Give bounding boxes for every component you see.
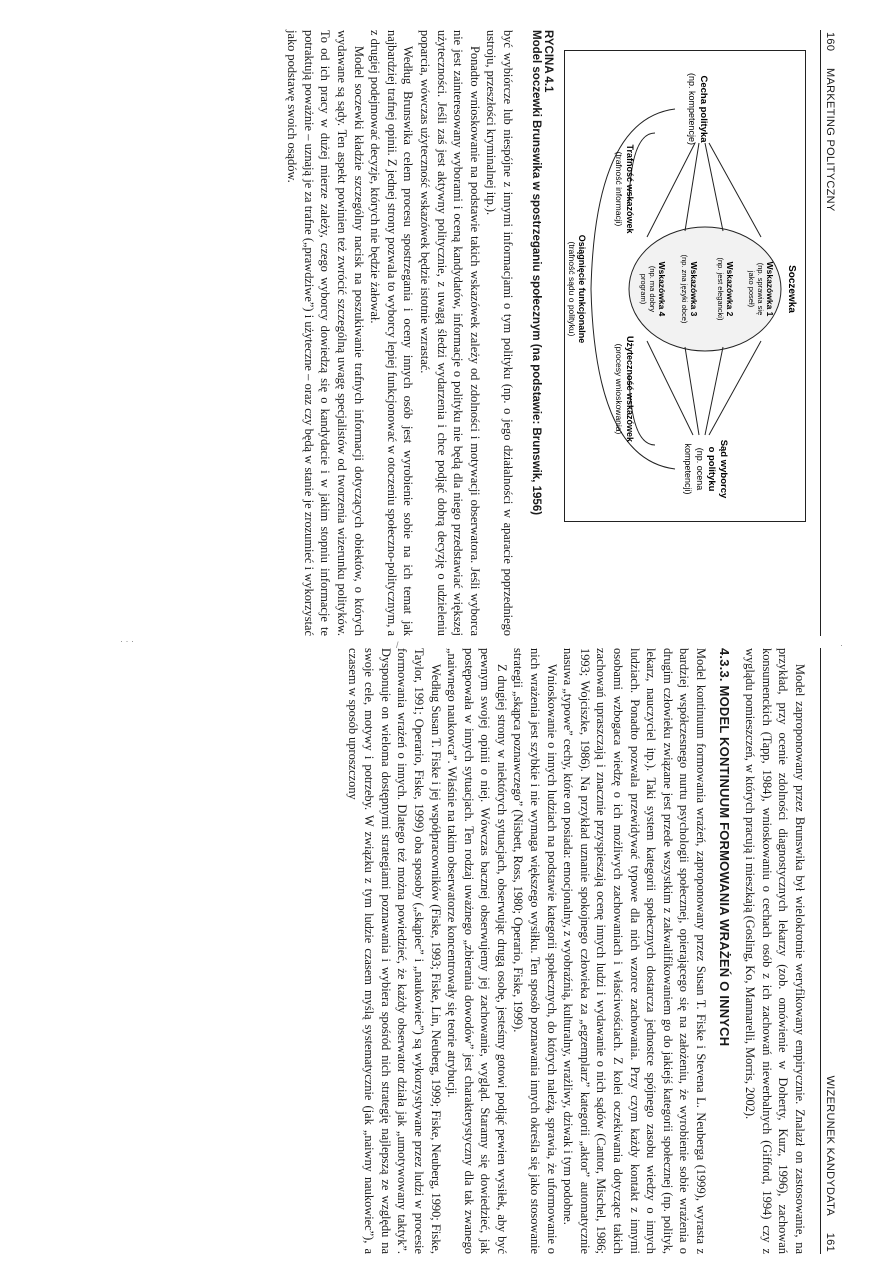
page-number: 161 <box>824 1232 836 1252</box>
paragraph: być wybiórcze lub niespójne z innymi informacjami o tym polityku (np. o jego działalności w aparacie poprzedniego ustroju, przeszłości kryminalnej itp.). <box>484 30 515 636</box>
right-node-label-line: kompetencji) <box>683 443 693 495</box>
cue-label-line: (np. ma dobry <box>648 265 657 313</box>
left-node-sublabel: (np. kompetencje) <box>687 72 697 146</box>
paragraph: Wnioskowanie o innych ludziach na podstawie kategorii społecznych, do których należą, sprawia, że uformowanie o nich wrażenia jest szybkie i nie wymaga większego wysiłku. Ten sposób poznawania innych określa się jako stosowanie strategii „skąpca poznawczego” (Nisbett, Ross, 1980; Operario, Fiske, 1999). <box>511 648 559 1254</box>
running-head-title: MARKETING POLITYCZNY <box>824 68 836 212</box>
cue-label-line: Wskazówka 2 <box>725 261 735 317</box>
cue-label-line: program) <box>639 273 648 305</box>
cue-label-line: Wskazówka 4 <box>657 261 667 317</box>
paragraph: Ponadto wnioskowanie na podstawie takich wskazówek zależy od zdolności i motywacji obserwatora. Jeśli wyborca nie jest zainteresowany wyborami i oceną kandydatów, informacje o polityku nie będą dla niego przedstawiać większej użyteczności. Jeśli zaś jest aktywny politycznie, z uwagą śledzi wydarzenia i chce podjąć dobrą decyzję o udzieleniu poparcia, wówczas użyteczność wskazówek będzie istotnie wzrastać. <box>418 30 482 636</box>
page-number: 160 <box>824 32 836 52</box>
scan-speck: · <box>840 640 843 650</box>
paragraph: Z drugiej strony w niektórych sytuacjach, obserwując drugą osobę, jesteśmy gotowi podjąć pewien wysiłek, aby być pewnym swojej opinii o niej. Wówczas bacznej obserwujemy jej zachowanie, wygląd. Staramy się dowiedzieć, jak postępowała w innych sytuacjach. Ten rodzaj uważnego „zbierania dowodów” jest charakterystyczny dla tak zwanego „naiwnego naukowca”. Właśnie na takim obserwatorze koncentrowały się teorie atrybucji. <box>445 648 509 1254</box>
running-head-title: WIZERUNEK KANDYDATA <box>824 1075 836 1216</box>
paragraph: Model zaproponowany przez Brunswika był wielokrotnie weryfikowany empirycznie. Znalazł on zastosowanie, na przykład, przy ocenie zdolności diagnostycznych lekarzy (zob. omówienie w Doherty, Kurz, 1996), zachowań konsumenckich (Tapp, 1984), wnioskowaniu o cechach osób z ich zachowań niewerbalnych (Gifford, 1994) czy z wyglądu pomieszczeń, w których pracują i mieszkają (Gosling, Ko, Mannarelli, Morris, 2002). <box>743 648 807 1254</box>
cue-label-line: Wskazówka 3 <box>689 261 699 317</box>
page-161 <box>0 648 840 1254</box>
paragraph: Według Susan T. Fiske i jej współpracowników (Fiske, 1993; Fiske, Lin, Neuberg, 1999; Fiske, Neuberg, 1990; Fiske, Taylor, 1991; Operario, Fiske, 1999) oba sposoby („skąpiec” i „naukowiec”) są wykorzystywane przez ludzi w procesie formowania wrażeń o innych. Dlatego też można powiedzieć, że każdy obserwator działa jak „umotywowany taktyk”. Dysponuje on wieloma dostępnymi strategiami poznawania i wybiera spośród nich strategię najlepszą ze względu na swoje cele, motywy i potrzeby. W związku z tym ludzie czasem myślą systematycznie (jak „naiwny naukowiec”), a czasem w sposób uproszczony <box>345 648 443 1254</box>
cue-label-line: (np. jest elegancki) <box>716 257 725 321</box>
figure-title: Model soczewki Brunswika w spostrzeganiu społecznym (na podstawie: Brunswik, 1956) <box>530 30 542 516</box>
running-head-right <box>820 648 840 1254</box>
cue-label-line: Wskazówka 1 <box>765 261 775 317</box>
paragraph: Model soczewki kładzie szczególny nacisk na poszukiwanie trafnych informacji dotyczących obiektów, o których wydawane są sądy. Ten aspekt powinien też zwrócić szczególną uwagę specjalistów od tworzenia wizerunku polityków. To od ich pracy w dużej mierze zależy, czego wyborcy dowiedzą się o kandydacie i w jakim stopniu informacje te potraktują poważnie – uznają je za trafne („prawdziwe”) i użyteczne – oraz czy będą w stanie je zrozumieć i wykorzystać jako podstawę swoich osądów. <box>285 30 366 636</box>
bottom-left-label: Trafność wskazówek <box>625 144 635 234</box>
figure-lens-model <box>564 50 806 522</box>
bottom-left-sublabel: (trafność informacji) <box>614 151 624 227</box>
bottom-center-label: Osiągnięcie funkcjonalne <box>577 234 587 344</box>
figure-caption <box>530 30 554 636</box>
running-head-left <box>820 30 840 636</box>
left-page-body <box>284 30 516 636</box>
cue-label-line: jako poseł) <box>747 270 756 308</box>
right-node-label-line: o polityku <box>706 446 717 492</box>
right-node-label-line: (np. ocena <box>695 447 705 491</box>
scan-speck: · · · <box>120 636 134 646</box>
lens-title: Soczewka <box>786 265 797 313</box>
left-node-label: Cecha polityka <box>698 75 709 143</box>
paragraph: Według Brunswika celem procesu spostrzegania i oceny innych osób jest wyrobienie sobie na ich temat jak najbardziej trafnej opinii. Z jednej strony pozwala to wyborcy lepiej funkcjonować w otoczeniu społeczno-politycznym, a z drugiej podejmować decyzje, których nie będzie żałował. <box>368 30 416 636</box>
lens-model-diagram <box>565 51 805 521</box>
cue-lines-right <box>647 341 761 435</box>
bottom-right-sublabel: (procesy wnioskowania) <box>614 343 624 435</box>
scan-speck: / <box>396 640 399 650</box>
bottom-center-sublabel: (trafność sądu o polityku) <box>567 241 577 337</box>
right-node-label-line: Sąd wyborcy <box>718 439 729 499</box>
paragraph: Model kontinuum formowania wrażeń, zaproponowany przez Susan T. Fiske i Stevena L. Neuberga (1999), wyrasta z bardziej współczesnego nurtu psychologii społecznej, opierającego się na założeniu, że wyrobienie sobie wrażenia o drugim człowieku związane jest przede wszystkim z zakwalifikowaniem go do jakiejś kategorii społecznej (np. polityk, lekarz, nauczyciel itp.). Taki system kategorii społecznych dostarcza jednostce spójnego zasobu wiedzy o innych ludziach. Ponadto pozwala przewidywać typowe dla nich wzorce zachowania. Przy czym każdy kontakt z innymi osobami wzbogaca wiedzę o ich możliwych zachowaniach i właściwościach. Z kolei oczekiwania dotyczące takich zachowań upraszczają i znacznie przyspieszają ocenę innych ludzi i wydawanie o nich sądów (Cantor, Mischel, 1986; 1993; Wojciszke, 1986). Na przykład uznanie spokojnego człowieka za „egzemplarz” kategorii „aktor” automatycznie nasuwa „typowe” cechy, które on posiada: emocjonalny, z wyobraźnią, kulturalny, wrażliwy, dziwak i tym podobne. <box>561 648 709 1254</box>
cue-label-line: (np. zna języki obce) <box>680 254 689 324</box>
section-heading: 4.3.3. MODEL KONTINUUM FORMOWANIA WRAŻEŃ O INNYCH <box>716 648 732 1047</box>
figure-label: RYCINA 4.1 <box>542 30 554 93</box>
bottom-right-label: Użyteczność wskazówek <box>625 335 635 443</box>
cue-lines-left <box>647 143 761 237</box>
right-page-body <box>344 648 808 1254</box>
page-160 <box>0 30 840 636</box>
cue-label-line: (np. sprawia się <box>756 262 765 316</box>
